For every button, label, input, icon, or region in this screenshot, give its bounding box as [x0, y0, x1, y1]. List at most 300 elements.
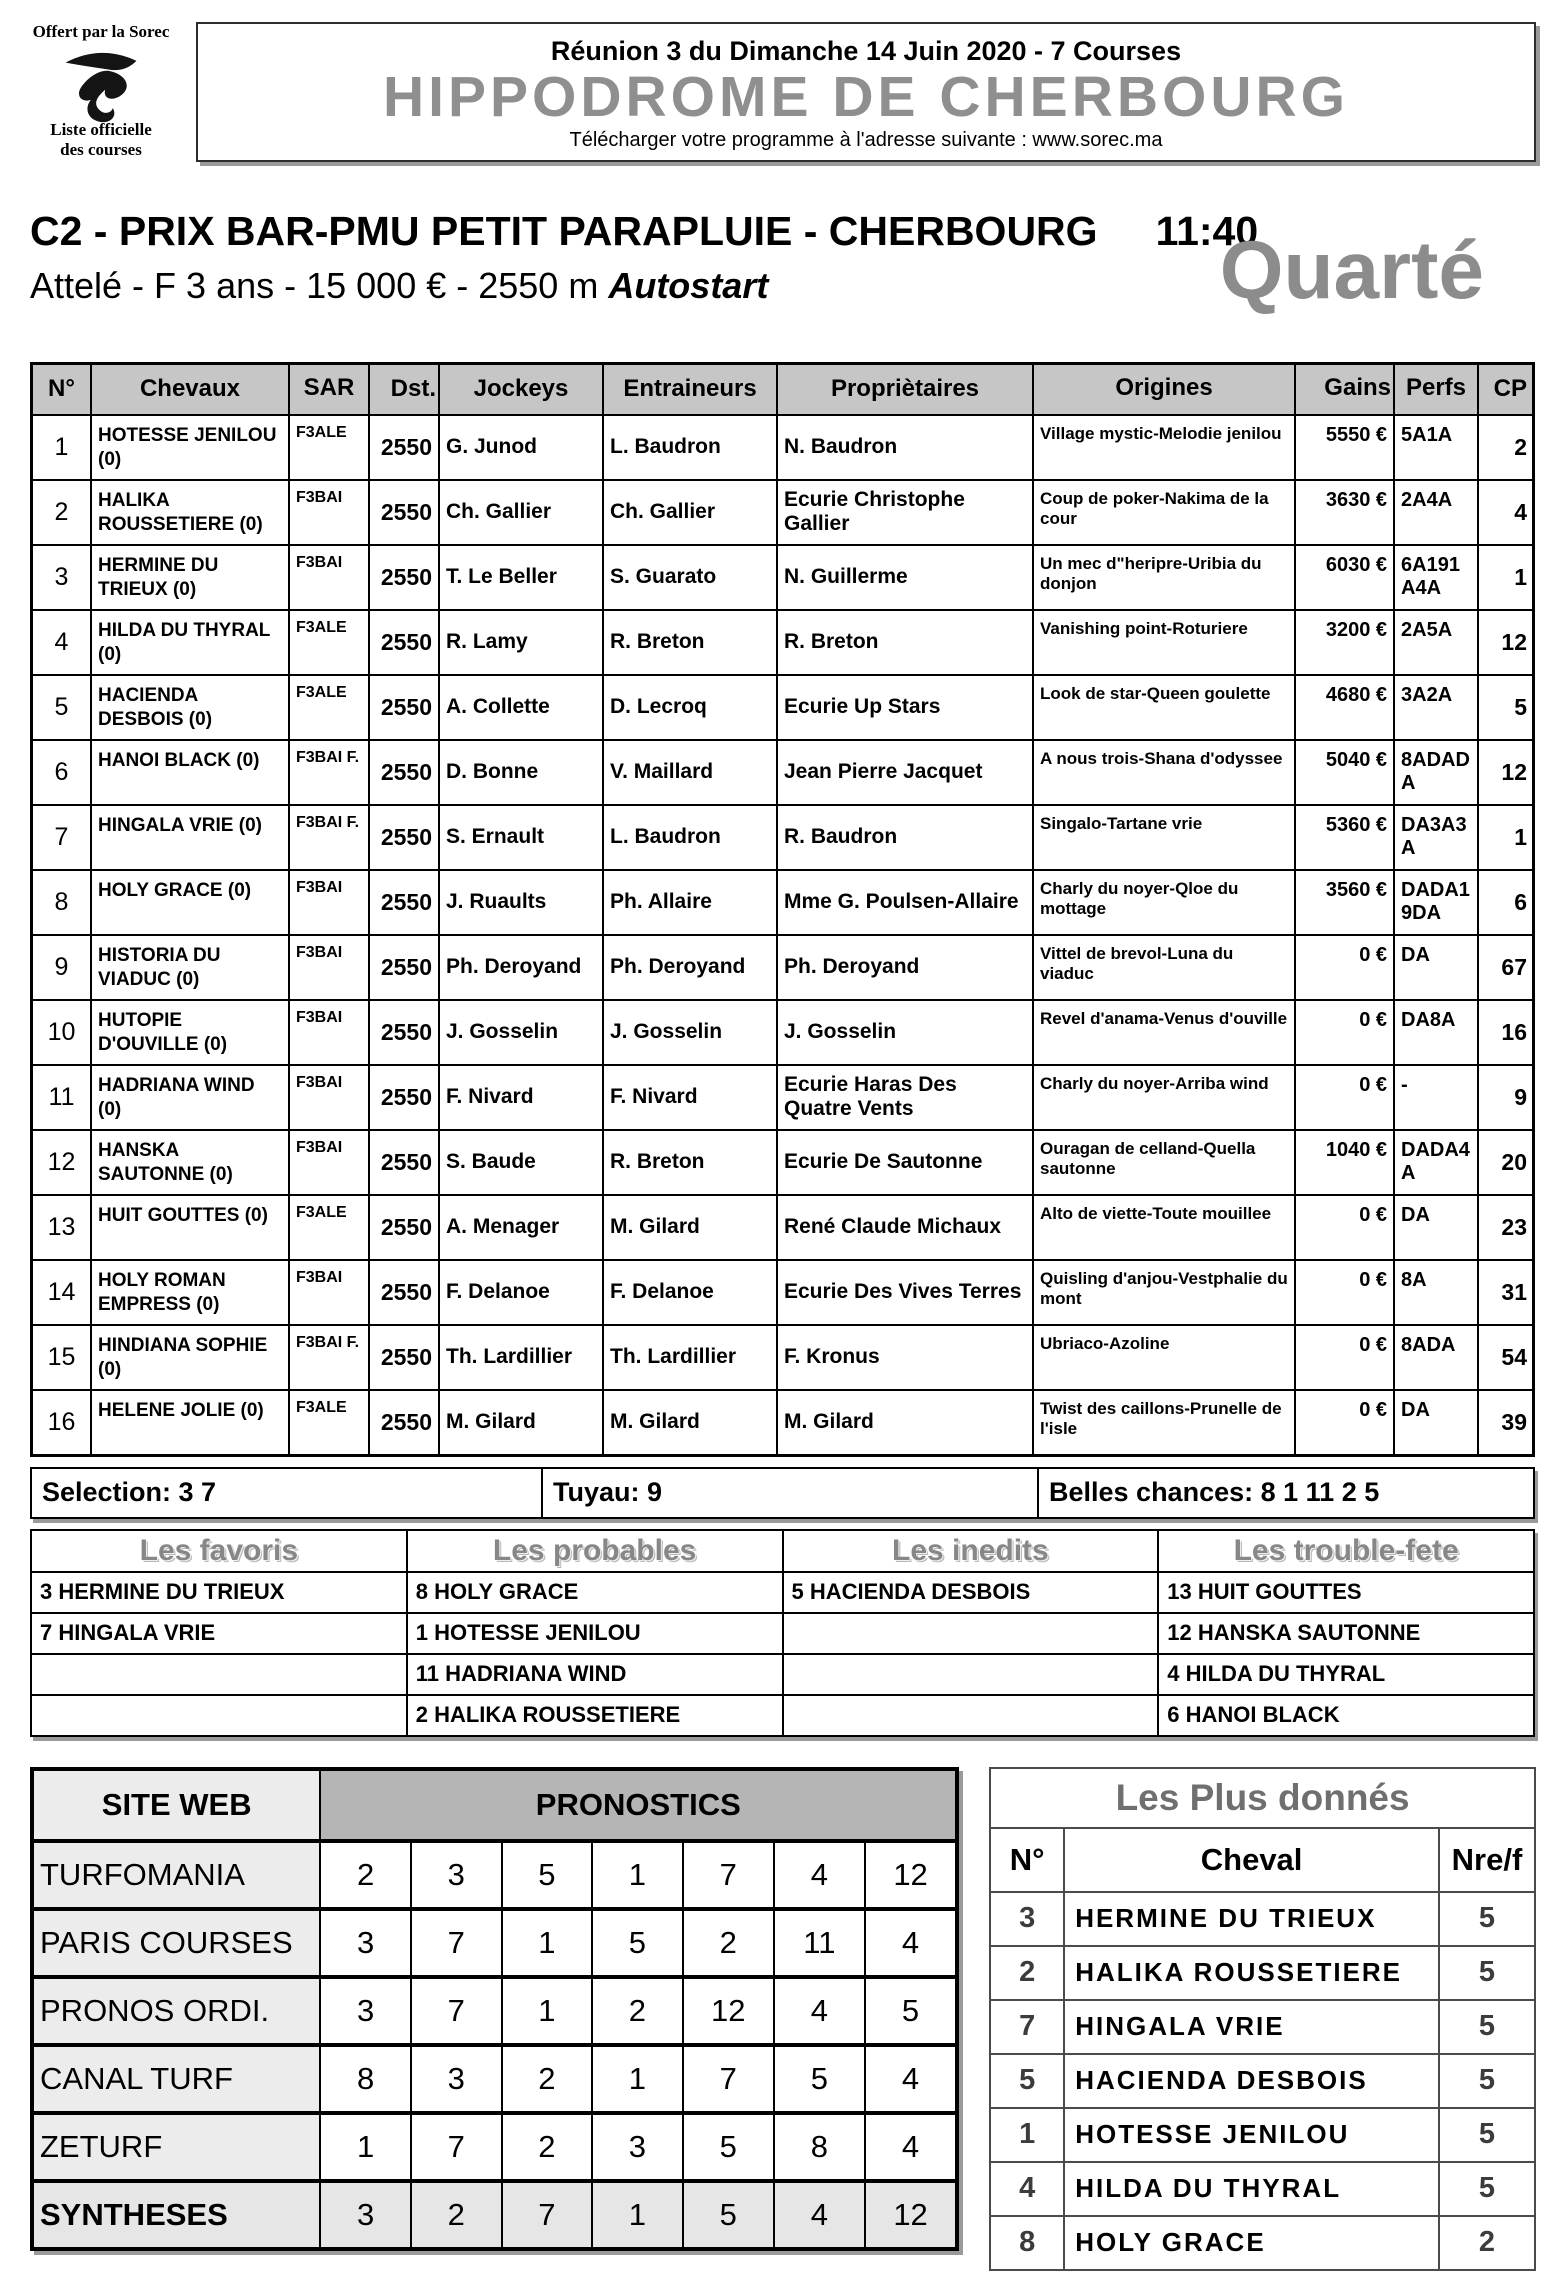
cell-cp: 4: [1478, 480, 1534, 545]
pick-item: [783, 1654, 1159, 1695]
cell-cp: 67: [1478, 935, 1534, 1000]
race-start-type: Autostart: [608, 264, 769, 306]
logo-caption-line1: Liste officielle: [50, 120, 152, 139]
cell-cheval: HINGALA VRIE (0): [91, 805, 289, 870]
cell-dst: 2550: [369, 870, 439, 935]
cell-perfs: 8ADADA: [1394, 740, 1478, 805]
cell-perfs: 2A4A: [1394, 480, 1478, 545]
runners-header-row: [32, 363, 1534, 415]
table-row: [32, 1000, 1534, 1065]
logo-caption-bottom: [20, 120, 182, 159]
bet-type-label: Quarté: [1219, 224, 1484, 316]
prono-num: 3: [411, 1841, 502, 1909]
donnes-nref: 2: [1439, 2216, 1535, 2270]
cell-num: 15: [32, 1325, 92, 1390]
cell-dst: 2550: [369, 1325, 439, 1390]
cell-origines: Ubriaco-Azoline: [1033, 1325, 1295, 1390]
table-row: [32, 415, 1534, 480]
prono-num: 8: [774, 2113, 865, 2181]
cell-origines: Village mystic-Melodie jenilou: [1033, 415, 1295, 480]
cell-cp: 1: [1478, 545, 1534, 610]
prono-num: 2: [683, 1909, 774, 1977]
race-time: 11:40: [1155, 207, 1259, 254]
prono-num: 4: [774, 1841, 865, 1909]
cell-proprietaire: Ecurie Christophe Gallier: [777, 480, 1033, 545]
cell-perfs: -: [1394, 1065, 1478, 1130]
cell-gains: 5550 €: [1295, 415, 1394, 480]
pronostics-header: PRONOSTICS: [320, 1769, 957, 1841]
prono-num: 1: [502, 1977, 593, 2045]
cell-cp: 23: [1478, 1195, 1534, 1260]
cell-dst: 2550: [369, 1065, 439, 1130]
pronostics-header-row: [32, 1769, 957, 1841]
cell-jockey: Ch. Gallier: [439, 480, 603, 545]
cell-num: 16: [32, 1390, 92, 1456]
cell-cheval: HELENE JOLIE (0): [91, 1390, 289, 1456]
plus-donnes-header-row: [990, 1828, 1535, 1892]
cell-proprietaire: M. Gilard: [777, 1390, 1033, 1456]
prono-num: 3: [411, 2045, 502, 2113]
plus-donnes-row: [990, 2108, 1535, 2162]
site-label: PARIS COURSES: [32, 1909, 320, 1977]
cell-cp: 12: [1478, 610, 1534, 675]
cell-perfs: DADA19DA: [1394, 870, 1478, 935]
cell-proprietaire: Jean Pierre Jacquet: [777, 740, 1033, 805]
cell-proprietaire: Ecurie De Sautonne: [777, 1130, 1033, 1195]
cell-origines: Look de star-Queen goulette: [1033, 675, 1295, 740]
cell-sar: F3BAI: [289, 545, 369, 610]
cell-origines: Vittel de brevol-Luna du viaduc: [1033, 935, 1295, 1000]
donnes-cheval: HILDA DU THYRAL: [1064, 2162, 1439, 2216]
table-row: [32, 870, 1534, 935]
pick-item: 13 HUIT GOUTTES: [1158, 1572, 1534, 1613]
cell-cp: 54: [1478, 1325, 1534, 1390]
cell-sar: F3BAI: [289, 1065, 369, 1130]
cell-dst: 2550: [369, 545, 439, 610]
prono-num: 4: [865, 2045, 957, 2113]
cell-cp: 16: [1478, 1000, 1534, 1065]
cell-sar: F3ALE: [289, 675, 369, 740]
cell-jockey: S. Ernault: [439, 805, 603, 870]
cell-origines: Charly du noyer-Arriba wind: [1033, 1065, 1295, 1130]
cell-jockey: J. Ruaults: [439, 870, 603, 935]
donnes-nref: 5: [1439, 2162, 1535, 2216]
donnes-num: 5: [990, 2054, 1064, 2108]
meeting-header-box: [196, 22, 1536, 162]
cell-origines: Un mec d"heripre-Uribia du donjon: [1033, 545, 1295, 610]
top-header: [0, 0, 1561, 162]
cell-jockey: D. Bonne: [439, 740, 603, 805]
pronostics-row: [32, 2045, 957, 2113]
cell-cheval: HERMINE DU TRIEUX (0): [91, 545, 289, 610]
col-header-origines: Origines: [1033, 363, 1295, 415]
cell-origines: Quisling d'anjou-Vestphalie du mont: [1033, 1260, 1295, 1325]
table-row: [32, 740, 1534, 805]
prono-num: 2: [320, 1841, 411, 1909]
cell-proprietaire: N. Baudron: [777, 415, 1033, 480]
prono-num: 3: [320, 1909, 411, 1977]
pronostics-row: [32, 2113, 957, 2181]
prono-num: 7: [683, 2045, 774, 2113]
cell-sar: F3ALE: [289, 415, 369, 480]
cell-entraineur: Ph. Deroyand: [603, 935, 777, 1000]
cell-dst: 2550: [369, 740, 439, 805]
cell-entraineur: Ch. Gallier: [603, 480, 777, 545]
donnes-nref: 5: [1439, 2000, 1535, 2054]
donnes-nref: 5: [1439, 2054, 1535, 2108]
prono-num: 12: [683, 1977, 774, 2045]
cell-cheval: HOLY ROMAN EMPRESS (0): [91, 1260, 289, 1325]
meeting-title: Réunion 3 du Dimanche 14 Juin 2020 - 7 Courses: [550, 36, 1182, 66]
cell-entraineur: L. Baudron: [603, 415, 777, 480]
prono-num: 4: [865, 2113, 957, 2181]
cell-proprietaire: N. Guillerme: [777, 545, 1033, 610]
prono-num: 2: [411, 2181, 502, 2249]
cell-cp: 6: [1478, 870, 1534, 935]
cell-cheval: HISTORIA DU VIADUC (0): [91, 935, 289, 1000]
cell-perfs: DA: [1394, 1390, 1478, 1456]
cell-perfs: DA: [1394, 935, 1478, 1000]
cell-dst: 2550: [369, 415, 439, 480]
cell-perfs: DADA4A: [1394, 1130, 1478, 1195]
donnes-cheval: HINGALA VRIE: [1064, 2000, 1439, 2054]
cell-num: 11: [32, 1065, 92, 1130]
picks-header-probables: Les probables: [407, 1530, 783, 1572]
donnes-cheval: HACIENDA DESBOIS: [1064, 2054, 1439, 2108]
plus-donnes-row: [990, 1892, 1535, 1946]
cell-gains: 0 €: [1295, 1065, 1394, 1130]
donnes-header-num: N°: [990, 1828, 1064, 1892]
donnes-num: 8: [990, 2216, 1064, 2270]
cell-dst: 2550: [369, 675, 439, 740]
pick-item: 11 HADRIANA WIND: [407, 1654, 783, 1695]
prono-num: 3: [320, 2181, 411, 2249]
cell-cheval: HALIKA ROUSSETIERE (0): [91, 480, 289, 545]
cell-jockey: F. Nivard: [439, 1065, 603, 1130]
cell-entraineur: L. Baudron: [603, 805, 777, 870]
cell-cheval: HADRIANA WIND (0): [91, 1065, 289, 1130]
selection-label: Selection: 3 7: [31, 1468, 542, 1518]
cell-perfs: 3A2A: [1394, 675, 1478, 740]
prono-num: 4: [774, 1977, 865, 2045]
table-row: [32, 1130, 1534, 1195]
plus-donnes-row: [990, 2054, 1535, 2108]
cell-perfs: 5A1A: [1394, 415, 1478, 480]
cell-jockey: J. Gosselin: [439, 1000, 603, 1065]
col-header-dst: Dst.: [369, 363, 439, 415]
col-header-sar: SAR: [289, 363, 369, 415]
prono-num: 7: [411, 2113, 502, 2181]
sorec-logo-block: [20, 22, 182, 159]
plus-donnes-row: [990, 2216, 1535, 2270]
plus-donnes-row: [990, 2000, 1535, 2054]
cell-num: 9: [32, 935, 92, 1000]
donnes-num: 1: [990, 2108, 1064, 2162]
cell-entraineur: S. Guarato: [603, 545, 777, 610]
cell-cheval: HOTESSE JENILOU (0): [91, 415, 289, 480]
plus-donnes-title: Les Plus donnés: [990, 1768, 1535, 1828]
cell-jockey: G. Junod: [439, 415, 603, 480]
cell-entraineur: R. Breton: [603, 1130, 777, 1195]
cell-entraineur: M. Gilard: [603, 1195, 777, 1260]
col-header-proprietaires: Propriètaires: [777, 363, 1033, 415]
cell-num: 2: [32, 480, 92, 545]
cell-gains: 6030 €: [1295, 545, 1394, 610]
cell-proprietaire: René Claude Michaux: [777, 1195, 1033, 1260]
prono-num: 1: [592, 1841, 683, 1909]
prono-num: 1: [592, 2045, 683, 2113]
cell-proprietaire: J. Gosselin: [777, 1000, 1033, 1065]
pick-item: 6 HANOI BLACK: [1158, 1695, 1534, 1736]
cell-cp: 39: [1478, 1390, 1534, 1456]
cell-proprietaire: R. Baudron: [777, 805, 1033, 870]
pick-item: [31, 1695, 407, 1736]
logo-caption-top: Offert par la Sorec: [32, 22, 170, 41]
cell-cheval: HOLY GRACE (0): [91, 870, 289, 935]
cell-proprietaire: R. Breton: [777, 610, 1033, 675]
cell-cheval: HINDIANA SOPHIE (0): [91, 1325, 289, 1390]
cell-cp: 12: [1478, 740, 1534, 805]
pick-item: 1 HOTESSE JENILOU: [407, 1613, 783, 1654]
hippodrome-title: HIPPODROME DE CHERBOURG: [382, 65, 1350, 129]
pronostics-synthesis-row: [32, 2181, 957, 2249]
cell-sar: F3BAI: [289, 1260, 369, 1325]
cell-cheval: HANOI BLACK (0): [91, 740, 289, 805]
cell-jockey: T. Le Beller: [439, 545, 603, 610]
cell-sar: F3BAI: [289, 935, 369, 1000]
site-label: TURFOMANIA: [32, 1841, 320, 1909]
cell-perfs: 6A191A4A: [1394, 545, 1478, 610]
table-row: [32, 1065, 1534, 1130]
cell-cp: 9: [1478, 1065, 1534, 1130]
sorec-bird-logo-icon: [49, 44, 153, 120]
donnes-num: 3: [990, 1892, 1064, 1946]
cell-num: 14: [32, 1260, 92, 1325]
cell-gains: 1040 €: [1295, 1130, 1394, 1195]
cell-sar: F3BAI F.: [289, 805, 369, 870]
cell-proprietaire: Ph. Deroyand: [777, 935, 1033, 1000]
cell-perfs: 8A: [1394, 1260, 1478, 1325]
donnes-header-cheval: Cheval: [1064, 1828, 1439, 1892]
table-row: [32, 1260, 1534, 1325]
table-row: [32, 1195, 1534, 1260]
table-row: [32, 1325, 1534, 1390]
prono-num: 2: [592, 1977, 683, 2045]
cell-dst: 2550: [369, 1195, 439, 1260]
prono-num: 5: [774, 2045, 865, 2113]
prono-num: 5: [683, 2181, 774, 2249]
pick-item: [783, 1695, 1159, 1736]
cell-entraineur: D. Lecroq: [603, 675, 777, 740]
pick-item: 3 HERMINE DU TRIEUX: [31, 1572, 407, 1613]
prono-num: 5: [592, 1909, 683, 1977]
donnes-cheval: HOTESSE JENILOU: [1064, 2108, 1439, 2162]
cell-jockey: M. Gilard: [439, 1390, 603, 1456]
cell-cp: 1: [1478, 805, 1534, 870]
donnes-cheval: HOLY GRACE: [1064, 2216, 1439, 2270]
col-header-entraineurs: Entraineurs: [603, 363, 777, 415]
site-label: SYNTHESES: [32, 2181, 320, 2249]
race-title: C2 - PRIX BAR-PMU PETIT PARAPLUIE - CHERBOURG: [30, 207, 1098, 254]
cell-gains: 0 €: [1295, 1390, 1394, 1456]
table-row: [32, 610, 1534, 675]
cell-dst: 2550: [369, 480, 439, 545]
cell-num: 4: [32, 610, 92, 675]
cell-perfs: DA3A3A: [1394, 805, 1478, 870]
donnes-cheval: HALIKA ROUSSETIERE: [1064, 1946, 1439, 2000]
donnes-header-nref: Nre/f: [1439, 1828, 1535, 1892]
cell-origines: Revel d'anama-Venus d'ouville: [1033, 1000, 1295, 1065]
cell-sar: F3ALE: [289, 1390, 369, 1456]
col-header-jockeys: Jockeys: [439, 363, 603, 415]
cell-gains: 0 €: [1295, 1325, 1394, 1390]
logo-caption-line2: des courses: [60, 139, 142, 159]
cell-entraineur: V. Maillard: [603, 740, 777, 805]
cell-dst: 2550: [369, 1130, 439, 1195]
col-header-gains: Gains: [1295, 363, 1394, 415]
picks-header-inedits: Les inedits: [783, 1530, 1159, 1572]
cell-gains: 3560 €: [1295, 870, 1394, 935]
prono-num: 4: [865, 1909, 957, 1977]
cell-num: 5: [32, 675, 92, 740]
pick-item: 7 HINGALA VRIE: [31, 1613, 407, 1654]
cell-origines: Singalo-Tartane vrie: [1033, 805, 1295, 870]
donnes-num: 7: [990, 2000, 1064, 2054]
cell-sar: F3ALE: [289, 1195, 369, 1260]
plus-donnes-row: [990, 2162, 1535, 2216]
pronostics-row: [32, 1977, 957, 2045]
pronostics-row: [32, 1841, 957, 1909]
picks-row: [31, 1654, 1534, 1695]
cell-num: 13: [32, 1195, 92, 1260]
prono-num: 1: [320, 2113, 411, 2181]
cell-entraineur: R. Breton: [603, 610, 777, 675]
site-label: CANAL TURF: [32, 2045, 320, 2113]
cell-gains: 5360 €: [1295, 805, 1394, 870]
cell-dst: 2550: [369, 805, 439, 870]
cell-dst: 2550: [369, 1000, 439, 1065]
picks-row: [31, 1613, 1534, 1654]
table-row: [32, 805, 1534, 870]
prono-num: 7: [502, 2181, 593, 2249]
cell-entraineur: F. Nivard: [603, 1065, 777, 1130]
cell-jockey: S. Baude: [439, 1130, 603, 1195]
pick-item: [783, 1613, 1159, 1654]
picks-header-trouble-fete: Les trouble-fete: [1158, 1530, 1534, 1572]
selection-row: [31, 1468, 1534, 1518]
cell-jockey: A. Menager: [439, 1195, 603, 1260]
cell-proprietaire: Ecurie Up Stars: [777, 675, 1033, 740]
cell-num: 12: [32, 1130, 92, 1195]
cell-num: 8: [32, 870, 92, 935]
cell-dst: 2550: [369, 1390, 439, 1456]
picks-table: [30, 1529, 1535, 1737]
donnes-num: 2: [990, 1946, 1064, 2000]
cell-sar: F3BAI: [289, 1000, 369, 1065]
cell-dst: 2550: [369, 1260, 439, 1325]
cell-cheval: HUIT GOUTTES (0): [91, 1195, 289, 1260]
cell-entraineur: Ph. Allaire: [603, 870, 777, 935]
table-row: [32, 480, 1534, 545]
site-label: ZETURF: [32, 2113, 320, 2181]
cell-gains: 5040 €: [1295, 740, 1394, 805]
pronostics-table: [30, 1767, 959, 2251]
prono-num: 1: [592, 2181, 683, 2249]
cell-proprietaire: Ecurie Haras Des Quatre Vents: [777, 1065, 1033, 1130]
plus-donnes-row: [990, 1946, 1535, 2000]
prono-num: 3: [320, 1977, 411, 2045]
col-header-chevaux: Chevaux: [91, 363, 289, 415]
cell-gains: 3200 €: [1295, 610, 1394, 675]
prono-num: 5: [502, 1841, 593, 1909]
cell-cheval: HILDA DU THYRAL (0): [91, 610, 289, 675]
cell-cp: 20: [1478, 1130, 1534, 1195]
cell-jockey: R. Lamy: [439, 610, 603, 675]
cell-gains: 0 €: [1295, 1260, 1394, 1325]
cell-num: 3: [32, 545, 92, 610]
picks-row: [31, 1695, 1534, 1736]
donnes-nref: 5: [1439, 1892, 1535, 1946]
cell-cheval: HUTOPIE D'OUVILLE (0): [91, 1000, 289, 1065]
cell-perfs: DA8A: [1394, 1000, 1478, 1065]
cell-entraineur: J. Gosselin: [603, 1000, 777, 1065]
cell-num: 10: [32, 1000, 92, 1065]
prono-num: 3: [592, 2113, 683, 2181]
cell-sar: F3BAI F.: [289, 740, 369, 805]
cell-gains: 4680 €: [1295, 675, 1394, 740]
cell-jockey: Ph. Deroyand: [439, 935, 603, 1000]
site-label: PRONOS ORDI.: [32, 1977, 320, 2045]
cell-perfs: DA: [1394, 1195, 1478, 1260]
plus-donnes-table: [989, 1767, 1536, 2271]
table-row: [32, 675, 1534, 740]
col-header-perfs: Perfs: [1394, 363, 1478, 415]
cell-dst: 2550: [369, 610, 439, 675]
donnes-num: 4: [990, 2162, 1064, 2216]
pick-item: 12 HANSKA SAUTONNE: [1158, 1613, 1534, 1654]
picks-row: [31, 1572, 1534, 1613]
table-row: [32, 545, 1534, 610]
selection-bar: [30, 1467, 1535, 1519]
cell-proprietaire: F. Kronus: [777, 1325, 1033, 1390]
prono-num: 2: [502, 2045, 593, 2113]
cell-gains: 0 €: [1295, 1195, 1394, 1260]
site-web-header: SITE WEB: [32, 1769, 320, 1841]
race-conditions: Attelé - F 3 ans - 15 000 € - 2550 m: [30, 264, 599, 306]
cell-num: 6: [32, 740, 92, 805]
cell-cheval: HACIENDA DESBOIS (0): [91, 675, 289, 740]
cell-entraineur: Th. Lardillier: [603, 1325, 777, 1390]
prono-num: 5: [865, 1977, 957, 2045]
pick-item: 2 HALIKA ROUSSETIERE: [407, 1695, 783, 1736]
table-row: [32, 1390, 1534, 1456]
cell-gains: 0 €: [1295, 935, 1394, 1000]
cell-origines: Coup de poker-Nakima de la cour: [1033, 480, 1295, 545]
prono-num: 8: [320, 2045, 411, 2113]
picks-header-favoris: Les favoris: [31, 1530, 407, 1572]
cell-origines: Ouragan de celland-Quella sautonne: [1033, 1130, 1295, 1195]
cell-origines: Alto de viette-Toute mouillee: [1033, 1195, 1295, 1260]
cell-num: 1: [32, 415, 92, 480]
plus-donnes-title-row: [990, 1768, 1535, 1828]
prono-num: 12: [865, 1841, 957, 1909]
cell-jockey: Th. Lardillier: [439, 1325, 603, 1390]
cell-sar: F3ALE: [289, 610, 369, 675]
race-header: [30, 208, 1536, 356]
cell-origines: Charly du noyer-Qloe du mottage: [1033, 870, 1295, 935]
cell-perfs: 8ADA: [1394, 1325, 1478, 1390]
prono-num: 1: [502, 1909, 593, 1977]
